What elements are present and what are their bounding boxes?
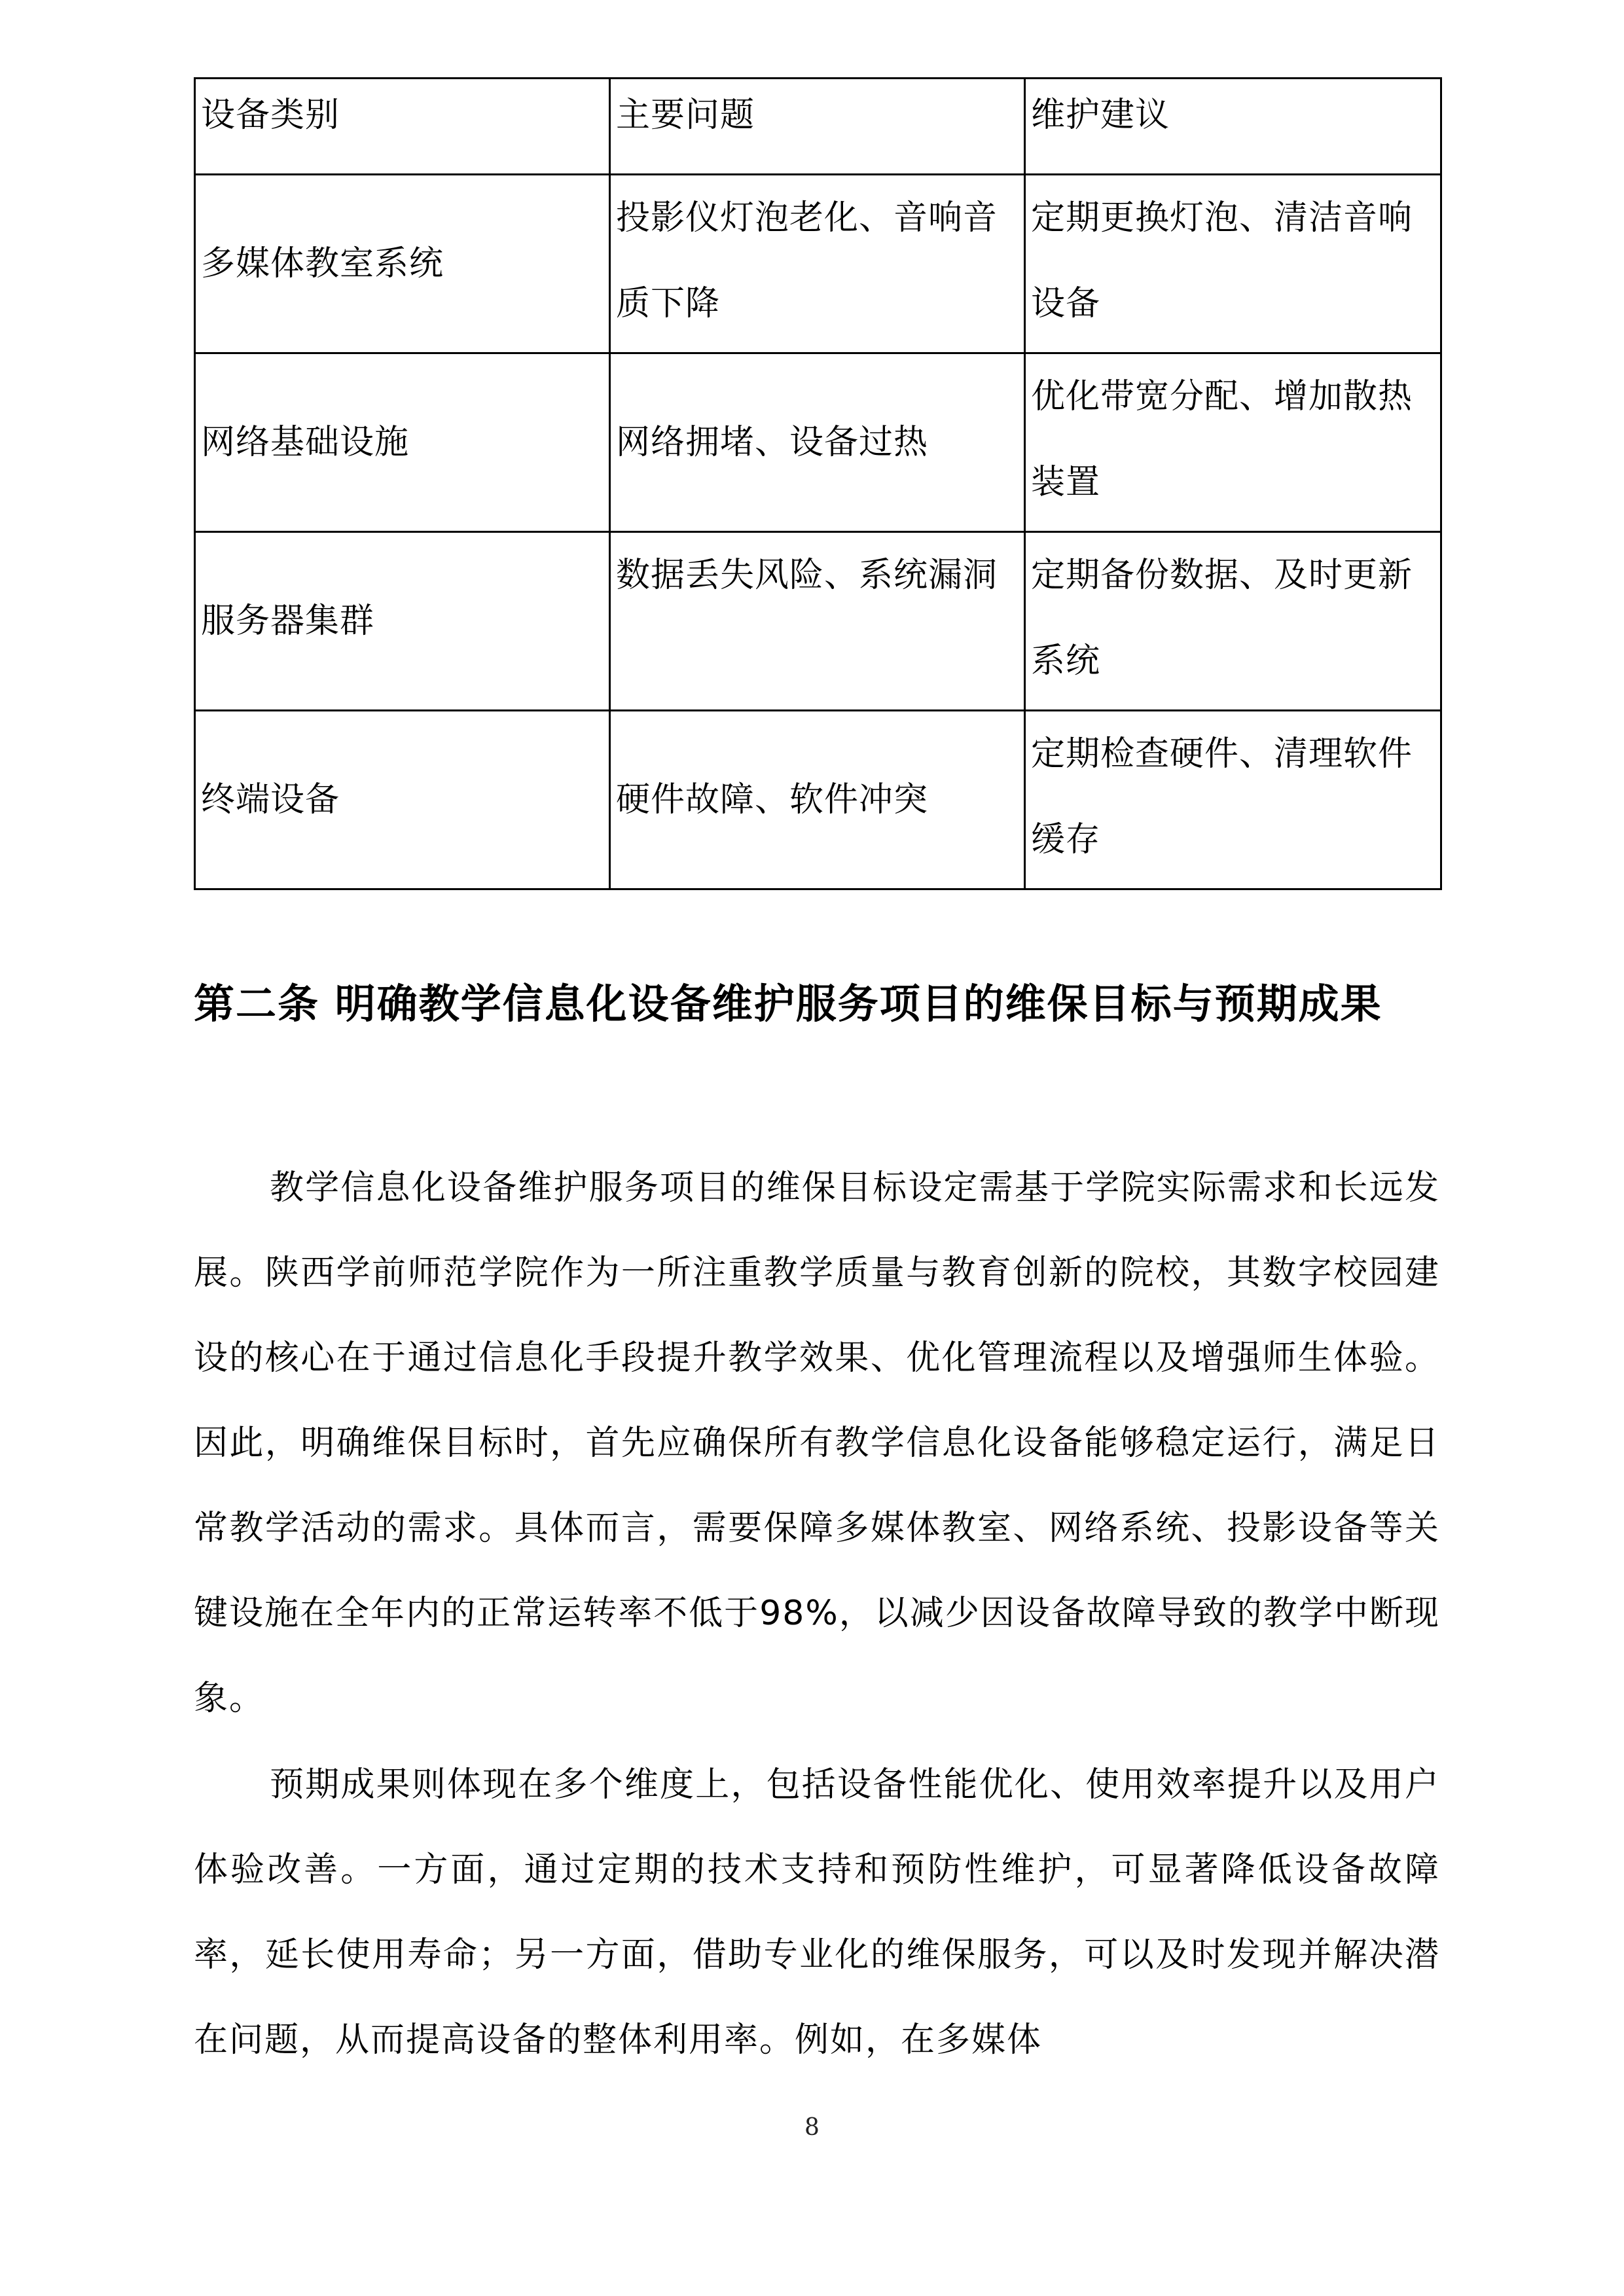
table-header-row xyxy=(195,79,1441,175)
advice-cell: 定期备份数据、及时更新系统 xyxy=(1025,532,1441,711)
advice-cell: 优化带宽分配、增加散热装置 xyxy=(1025,353,1441,532)
problem-cell: 网络拥堵、设备过热 xyxy=(610,353,1025,532)
header-category: 设备类别 xyxy=(195,79,610,175)
table-row xyxy=(195,353,1441,532)
body-paragraph: 预期成果则体现在多个维度上，包括设备性能优化、使用效率提升以及用户体验改善。一方面，通过定期的技术支持和预防性维护，可显著降低设备故障率，延长使用寿命；另一方面，借助专业化的维保服务，可以及时发现并解决潜在问题，从而提高设备的整体利用率。例如，在多媒体 xyxy=(194,1765,1440,2060)
table-row xyxy=(195,532,1441,711)
table-row xyxy=(195,175,1441,353)
advice-cell: 定期检查硬件、清理软件缓存 xyxy=(1025,711,1441,889)
body-paragraph: 教学信息化设备维护服务项目的维保目标设定需基于学院实际需求和长远发展。陕西学前师范学院作为一所注重教学质量与教育创新的院校，其数字校园建设的核心在于通过信息化手段提升教学效果、优化管理流程以及增强师生体验。因此，明确维保目标时，首先应确保所有教学信息化设备能够稳定运行，满足日常教学活动的需求。具体而言，需要保障多媒体教室、网络系统、投影设备等关键设施在全年内的正常运转率不低于98%，以减少因设备故障导致的教学中断现象。 xyxy=(194,1168,1440,1718)
page-number: 8 xyxy=(804,2114,820,2141)
category-cell: 终端设备 xyxy=(195,711,610,889)
category-cell: 服务器集群 xyxy=(195,532,610,711)
category-cell: 网络基础设施 xyxy=(195,353,610,532)
section-heading: 第二条 明确教学信息化设备维护服务项目的维保目标与预期成果 xyxy=(194,980,1382,1028)
advice-cell: 定期更换灯泡、清洁音响设备 xyxy=(1025,175,1441,353)
category-cell: 多媒体教室系统 xyxy=(195,175,610,353)
maintenance-table xyxy=(194,77,1442,890)
problem-cell: 硬件故障、软件冲突 xyxy=(610,711,1025,889)
header-advice: 维护建议 xyxy=(1025,79,1441,175)
header-problem: 主要问题 xyxy=(610,79,1025,175)
problem-cell: 投影仪灯泡老化、音响音质下降 xyxy=(610,175,1025,353)
table-row xyxy=(195,711,1441,889)
problem-cell: 数据丢失风险、系统漏洞 xyxy=(610,532,1025,711)
